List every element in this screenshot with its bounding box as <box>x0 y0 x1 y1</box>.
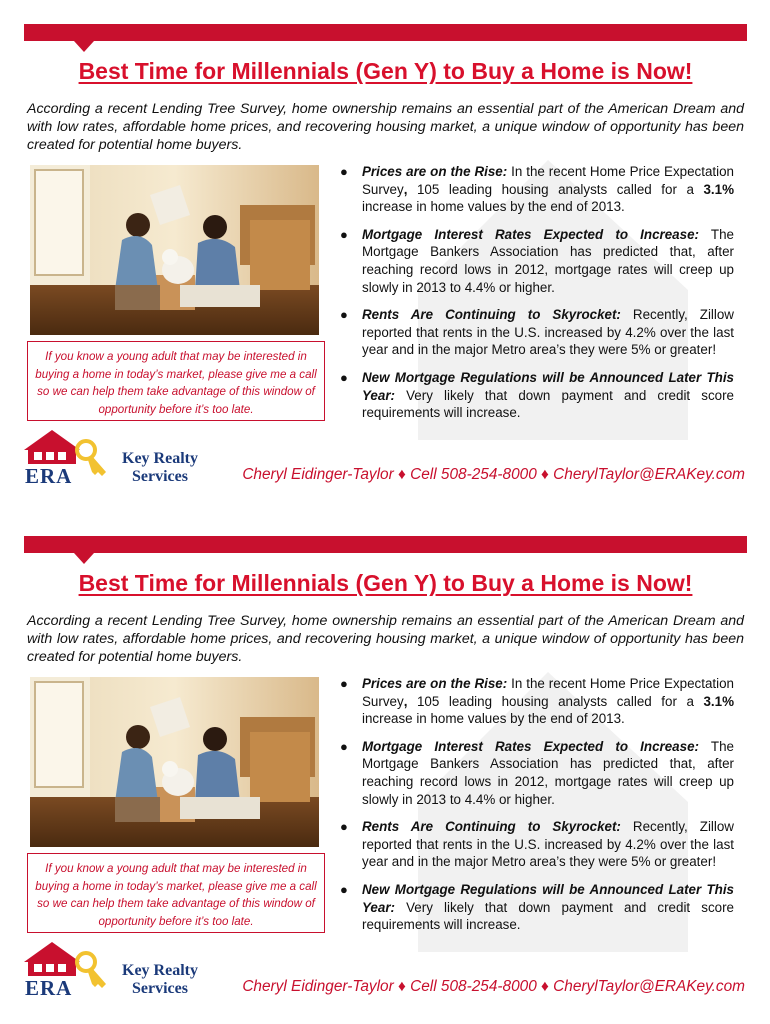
bullet-item <box>340 881 734 934</box>
bullet-item <box>340 369 734 422</box>
intro-paragraph: According a recent Lending Tree Survey, home ownership remains an essential part of the American Dream and with low rates, affordable home prices, and recovering housing market, a unique window of opportunity has been created for potential home buyers. <box>27 101 744 153</box>
bullet-lead: Rents Are Continuing to Skyrocket: <box>362 819 621 835</box>
logo-era: ERA <box>25 976 73 1000</box>
bullet-item <box>340 818 734 871</box>
bullet-item <box>340 738 734 808</box>
flyer-title: Best Time for Millennials (Gen Y) to Buy a Home is Now! <box>78 570 693 596</box>
bullet-lead: Mortgage Interest Rates Expected to Increase: <box>362 226 699 242</box>
red-banner <box>24 536 747 553</box>
bullet-strong: 3.1% <box>703 181 734 197</box>
era-key-realty-logo <box>22 940 202 1002</box>
bullet-text-mid: 105 leading housing analysts called for a <box>407 693 704 709</box>
bullet-dot-icon: ● <box>340 881 348 897</box>
bullet-comma: , <box>403 693 408 709</box>
logo-line1: Key Realty <box>122 450 198 467</box>
era-key-realty-logo <box>22 428 202 490</box>
banner-notch <box>74 553 94 564</box>
red-banner <box>24 24 747 41</box>
bullet-text-post: increase in home values by the end of 2013. <box>362 199 625 215</box>
callout-box: If you know a young adult that may be interested in buying a home in today’s market, please give me a call so we can help them take advantage of this window of opportunity before it’s too late. <box>27 853 325 933</box>
bullet-dot-icon: ● <box>340 738 348 754</box>
bullet-text: Recently, Zillow reported that rents in the U.S. increased by 4.2% over the last year and in the major Metro area’s they were 5% or greater! <box>362 819 734 870</box>
bullet-text: In the recent Home Price Expectation Survey <box>362 164 734 197</box>
bullet-text-post: increase in home values by the end of 2013. <box>362 711 625 727</box>
logo-era: ERA <box>25 464 73 488</box>
bullet-text: Very likely that down payment and credit score requirements will increase. <box>362 387 734 421</box>
bullet-item <box>340 306 734 359</box>
bullet-lead: Prices are on the Rise: <box>362 676 508 691</box>
intro-paragraph: According a recent Lending Tree Survey, home ownership remains an essential part of the American Dream and with low rates, affordable home prices, and recovering housing market, a unique window of opportunity has been created for potential home buyers. <box>27 613 744 665</box>
bullet-list <box>340 675 734 944</box>
bullet-dot-icon: ● <box>340 164 348 179</box>
bullet-comma: , <box>403 181 408 197</box>
bullet-lead: New Mortgage Regulations will be Announced Later This Year: <box>362 881 734 915</box>
couple-with-dog-photo <box>30 165 319 335</box>
bullet-text: The Mortgage Bankers Association has predicted that, after reaching record lows in 2012, mortgage rates will creep up slowly in 2013 to 4.4% or higher. <box>362 226 734 295</box>
bullet-dot-icon: ● <box>340 676 348 691</box>
bullet-lead: Rents Are Continuing to Skyrocket: <box>362 307 621 323</box>
bullet-dot-icon: ● <box>340 369 348 385</box>
bullet-text: Very likely that down payment and credit score requirements will increase. <box>362 899 734 933</box>
bullet-item <box>340 675 734 728</box>
callout-box: If you know a young adult that may be interested in buying a home in today’s market, please give me a call so we can help them take advantage of this window of opportunity before it’s too late. <box>27 341 325 421</box>
logo-line2: Services <box>132 980 188 997</box>
bullet-list <box>340 163 734 432</box>
bullet-lead: New Mortgage Regulations will be Announced Later This Year: <box>362 369 734 403</box>
flyer-title: Best Time for Millennials (Gen Y) to Buy a Home is Now! <box>78 58 693 84</box>
contact-line: Cheryl Eidinger-Taylor ♦ Cell 508-254-8000 ♦ CherylTaylor@ERAKey.com <box>242 978 745 995</box>
bullet-item <box>340 226 734 296</box>
contact-line: Cheryl Eidinger-Taylor ♦ Cell 508-254-8000 ♦ CherylTaylor@ERAKey.com <box>242 466 745 483</box>
flyer-bottom <box>0 512 770 1024</box>
bullet-text: In the recent Home Price Expectation Survey <box>362 676 734 709</box>
bullet-dot-icon: ● <box>340 307 348 323</box>
bullet-item <box>340 163 734 216</box>
bullet-dot-icon: ● <box>340 819 348 835</box>
bullet-text: The Mortgage Bankers Association has predicted that, after reaching record lows in 2012, mortgage rates will creep up slowly in 2013 to 4.4% or higher. <box>362 738 734 807</box>
couple-with-dog-photo <box>30 677 319 847</box>
logo-line2: Services <box>132 468 188 485</box>
bullet-text: Recently, Zillow reported that rents in the U.S. increased by 4.2% over the last year and in the major Metro area’s they were 5% or greater! <box>362 307 734 358</box>
logo-line1: Key Realty <box>122 962 198 979</box>
bullet-lead: Prices are on the Rise: <box>362 164 508 179</box>
bullet-text-mid: 105 leading housing analysts called for a <box>407 181 704 197</box>
banner-notch <box>74 41 94 52</box>
bullet-strong: 3.1% <box>703 693 734 709</box>
bullet-dot-icon: ● <box>340 226 348 242</box>
bullet-lead: Mortgage Interest Rates Expected to Increase: <box>362 738 699 754</box>
